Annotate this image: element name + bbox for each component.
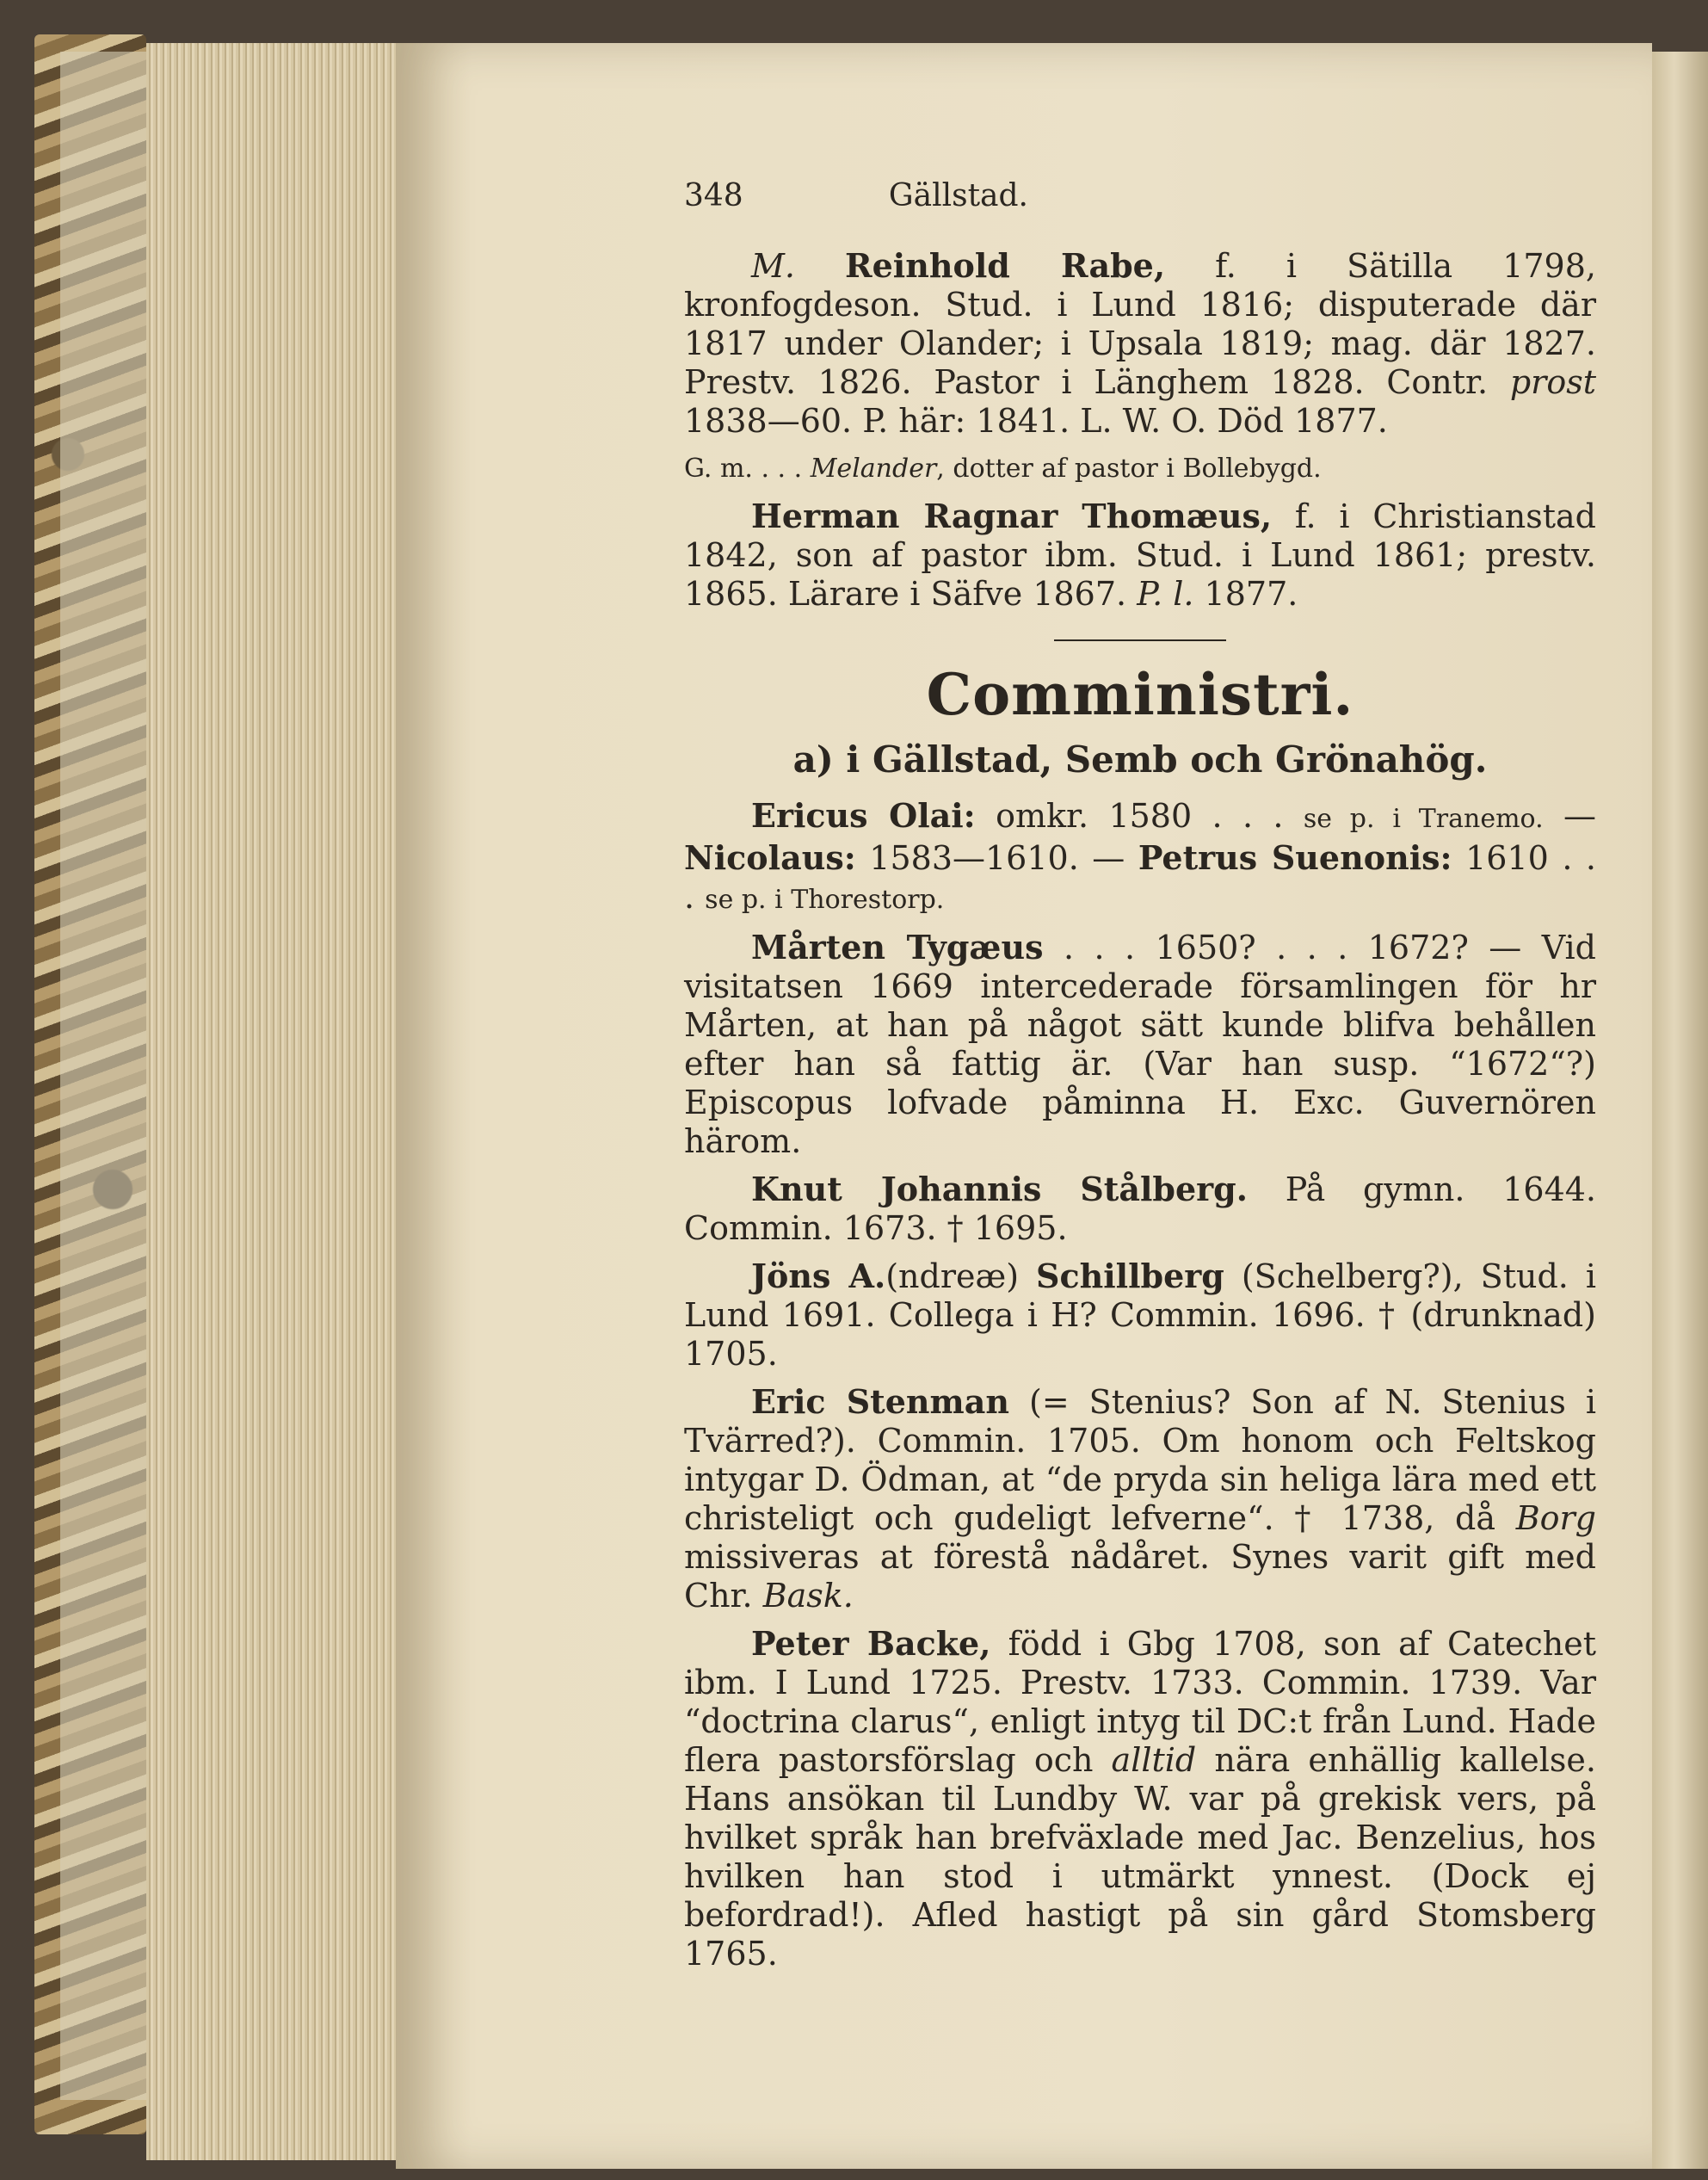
running-title: Gällstad. bbox=[888, 178, 1028, 213]
entry-knut-stalberg: Knut Johannis Stålberg. På gymn. 1644. Commin. 1673. † 1695. bbox=[684, 1170, 1597, 1247]
subsection-title: a) i Gällstad, Semb och Grönahög. bbox=[792, 738, 1488, 781]
entry-ericus-olai: Ericus Olai: omkr. 1580 . . . se p. i Tranemo. — Nicolaus: 1583—1610. — Petrus Suenonis: 1610 . . . se p. i Thorestorp. bbox=[684, 796, 1597, 916]
section-title: Comministri. bbox=[926, 661, 1354, 728]
entry-eric-stenman: Eric Stenman (= Stenius? Son af N. Stenius i Tvärred?). Commin. 1705. Om honom och Feltskog intygar D. Ödman, at “de pryda sin heliga lära med ett christeligt och gudeligt lefverne“. † 1738, då Borg missiveras at förestå nådåret. Synes varit gift med Chr. Bask. bbox=[684, 1382, 1596, 1615]
page-edges bbox=[146, 43, 404, 2160]
note-married: G. m. . . . Melander, dotter af pastor i Bollebygd. bbox=[684, 454, 1322, 484]
entry-herman-thomaeus: Herman Ragnar Thomæus, f. i Christianstad 1842, son af pastor ibm. Stud. i Lund 1861; prestv. 1865. Lärare i Säfve 1867. P. l. 1877. bbox=[684, 497, 1596, 613]
facing-page-edge bbox=[1652, 52, 1708, 2169]
running-head bbox=[684, 176, 1200, 215]
page-number: 348 bbox=[684, 178, 743, 213]
entry-peter-backe: Peter Backe, född i Gbg 1708, son af Catechet ibm. I Lund 1725. Prestv. 1733. Commin. 1739. Var “doctrina clarus“, enligt intyg til DC:t från Lund. Hade flera pastorsförslag och alltid nära enhällig kallelse. Hans ansökan til Lundby W. var på grekisk vers, på hvilket språk han brefväxlade med Jac. Benzelius, hos hvilken han stod i utmärkt ynnest. (Dock ej befordrad!). Afled hastigt på sin gård Stomsberg 1765. bbox=[684, 1624, 1596, 1973]
section-divider bbox=[1054, 639, 1226, 641]
entry-marten-tygaeus: Mårten Tygæus . . . 1650? . . . 1672? — Vid visitatsen 1669 intercederade församlingen för hr Mårten, at han på något sätt kunde blifva behållen efter han så fattig är. (Var han susp. “1672“?) Episcopus lofvade påminna H. Exc. Guvernören härom. bbox=[684, 928, 1597, 1160]
page-text bbox=[684, 176, 1596, 1982]
entry-reinhold-rabe: M. Reinhold Rabe, f. i Sätilla 1798, kronfogdeson. Stud. i Lund 1816; disputerade där 1817 under Olander; i Upsala 1819; mag. där 1827. Prestv. 1826. Pastor i Länghem 1828. Contr. prost 1838—60. P. här: 1841. L. W. O. Död 1877. bbox=[684, 246, 1596, 440]
entry-jons-schillberg: Jöns A.(ndreæ) Schillberg (Schelberg?), Stud. i Lund 1691. Collega i H? Commin. 1696. † (drunknad) 1705. bbox=[684, 1257, 1596, 1373]
